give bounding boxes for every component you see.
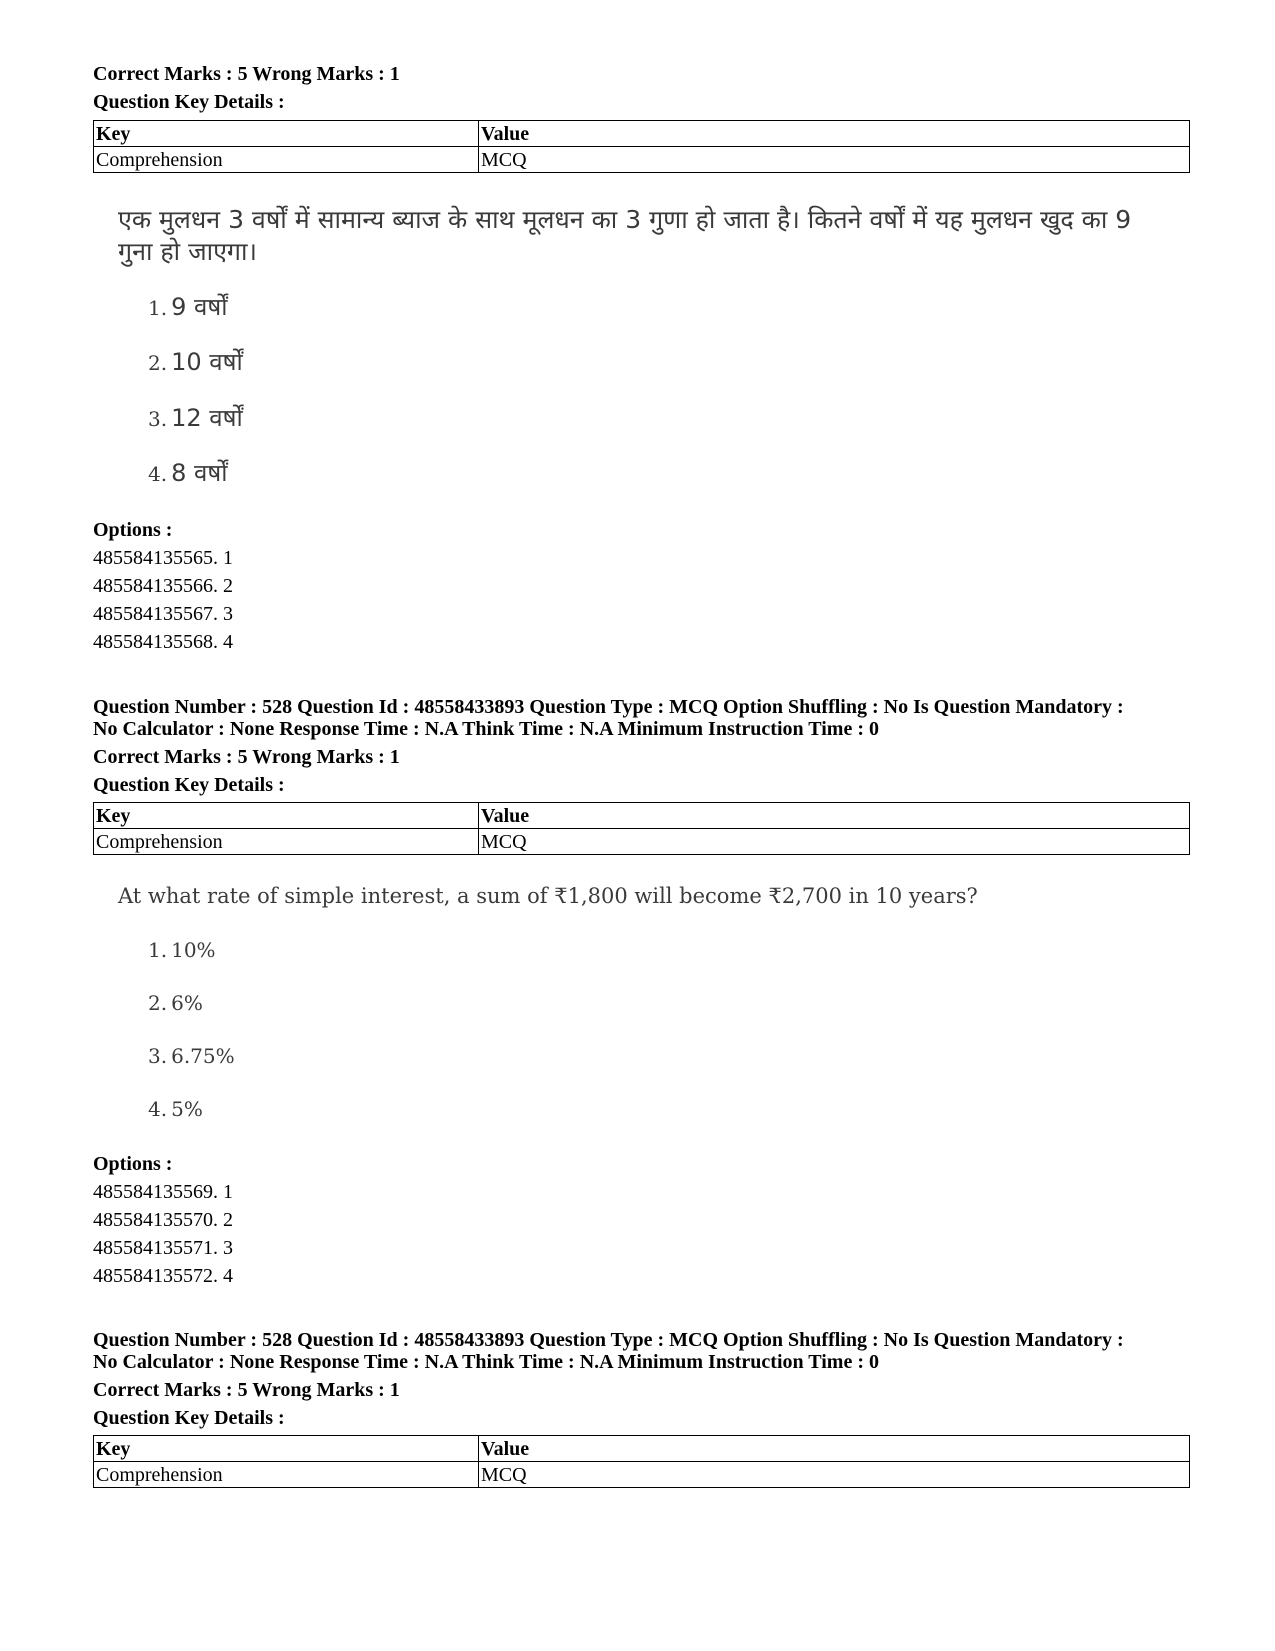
marks-line: Correct Marks : 5 Wrong Marks : 1 xyxy=(93,63,400,85)
choice-number: 2. xyxy=(148,351,168,375)
answer-choice xyxy=(148,1044,235,1068)
table-cell-key: Comprehension xyxy=(94,147,479,173)
choice-number: 1. xyxy=(148,296,168,320)
answer-choice xyxy=(148,290,227,323)
choice-number: 3. xyxy=(148,407,168,431)
option-id-line: 485584135570. 2 xyxy=(93,1209,233,1231)
table-header-row xyxy=(94,121,1190,147)
table-cell-value: MCQ xyxy=(479,829,1190,855)
table-header-value: Value xyxy=(479,1436,1190,1462)
options-title: Options : xyxy=(93,519,173,541)
table-header-row xyxy=(94,1436,1190,1462)
choice-text: 10% xyxy=(171,938,216,962)
table-header-value: Value xyxy=(479,121,1190,147)
answer-choice xyxy=(148,345,243,378)
choice-text: 9 वर्षों xyxy=(171,293,228,321)
option-id-line: 485584135569. 1 xyxy=(93,1181,233,1203)
answer-choice xyxy=(148,938,216,962)
choice-number: 4. xyxy=(148,462,168,486)
key-details-table xyxy=(93,802,1190,855)
question-header-line1: Question Number : 528 Question Id : 48558433893 Question Type : MCQ Option Shuffling : No Is Question Mandatory : xyxy=(93,1329,1124,1351)
marks-line: Correct Marks : 5 Wrong Marks : 1 xyxy=(93,746,400,768)
marks-line: Correct Marks : 5 Wrong Marks : 1 xyxy=(93,1379,400,1401)
choice-text: 12 वर्षों xyxy=(171,404,243,432)
answer-choice xyxy=(148,991,203,1015)
choice-number: 2. xyxy=(148,991,168,1015)
key-details-title: Question Key Details : xyxy=(93,1407,285,1429)
table-header-key: Key xyxy=(94,121,479,147)
question-header-line2: No Calculator : None Response Time : N.A Think Time : N.A Minimum Instruction Time : 0 xyxy=(93,718,879,740)
option-id-line: 485584135565. 1 xyxy=(93,547,233,569)
choice-text: 10 वर्षों xyxy=(171,348,243,376)
table-header-row xyxy=(94,803,1190,829)
choice-text: 8 वर्षों xyxy=(171,459,228,487)
option-id-line: 485584135572. 4 xyxy=(93,1265,233,1287)
option-id-line: 485584135568. 4 xyxy=(93,631,233,653)
key-details-title: Question Key Details : xyxy=(93,774,285,796)
options-title: Options : xyxy=(93,1153,173,1175)
choice-number: 3. xyxy=(148,1044,168,1068)
option-id-line: 485584135567. 3 xyxy=(93,603,233,625)
key-details-table xyxy=(93,1435,1190,1488)
answer-choice xyxy=(148,1097,203,1121)
table-row xyxy=(94,1462,1190,1488)
question-header xyxy=(93,696,1193,740)
table-row xyxy=(94,147,1190,173)
table-cell-key: Comprehension xyxy=(94,829,479,855)
question-header-line1: Question Number : 528 Question Id : 48558433893 Question Type : MCQ Option Shuffling : No Is Question Mandatory : xyxy=(93,696,1124,718)
choice-text: 5% xyxy=(171,1097,203,1121)
answer-choice xyxy=(148,456,227,489)
table-header-value: Value xyxy=(479,803,1190,829)
table-row xyxy=(94,829,1190,855)
table-header-key: Key xyxy=(94,803,479,829)
key-details-table xyxy=(93,120,1190,173)
table-cell-key: Comprehension xyxy=(94,1462,479,1488)
option-id-line: 485584135566. 2 xyxy=(93,575,233,597)
answer-choice xyxy=(148,401,243,434)
table-cell-value: MCQ xyxy=(479,1462,1190,1488)
table-cell-value: MCQ xyxy=(479,147,1190,173)
choice-number: 4. xyxy=(148,1097,168,1121)
question-text: एक मुलधन 3 वर्षों में सामान्य ब्याज के साथ मूलधन का 3 गुणा हो जाता है। कितने वर्षों में यह मुलधन खुद का 9 गुना हो जाएगा। xyxy=(118,205,1132,266)
choice-text: 6.75% xyxy=(171,1044,235,1068)
table-header-key: Key xyxy=(94,1436,479,1462)
option-id-line: 485584135571. 3 xyxy=(93,1237,233,1259)
choice-text: 6% xyxy=(171,991,203,1015)
question-text: At what rate of simple interest, a sum of ₹1,800 will become ₹2,700 in 10 years? xyxy=(118,884,978,908)
key-details-title: Question Key Details : xyxy=(93,91,285,113)
question-header-line2: No Calculator : None Response Time : N.A Think Time : N.A Minimum Instruction Time : 0 xyxy=(93,1351,879,1373)
choice-number: 1. xyxy=(148,938,168,962)
question-header xyxy=(93,1329,1193,1373)
